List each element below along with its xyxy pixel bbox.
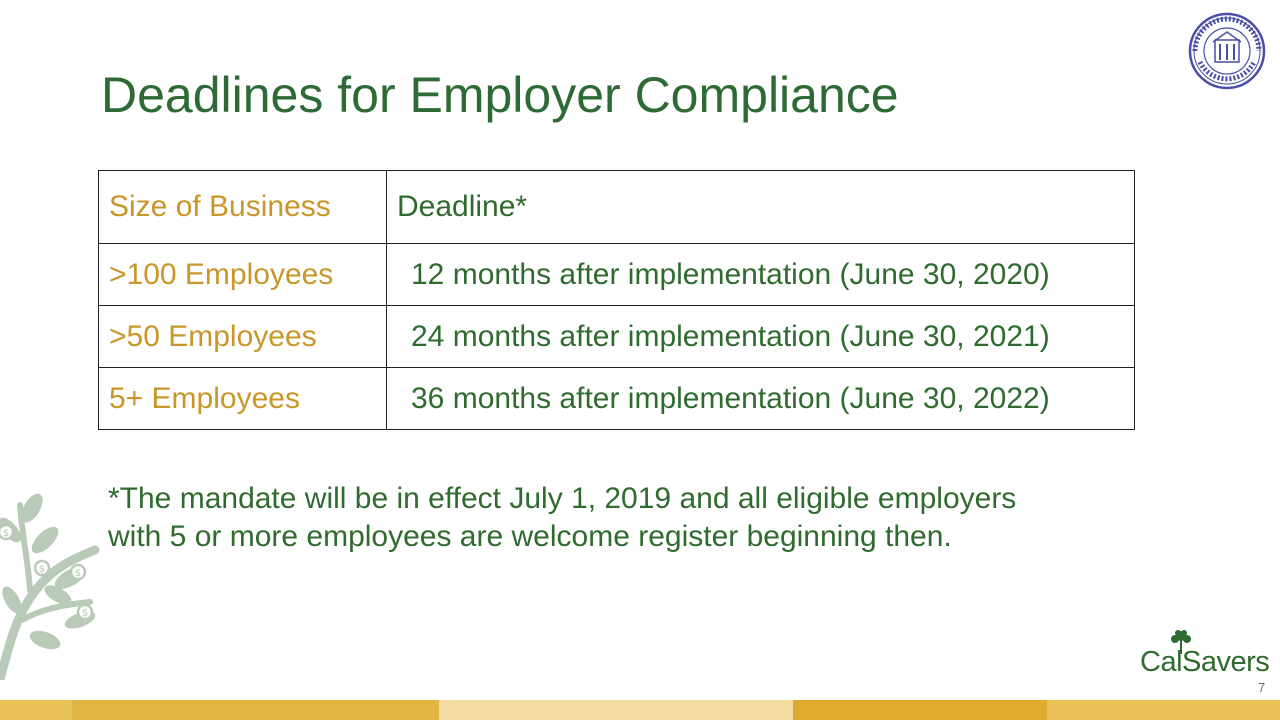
table-row <box>99 244 1135 306</box>
page-title: Deadlines for Employer Compliance <box>101 67 899 123</box>
table-row <box>99 368 1135 430</box>
deadline-cell: 36 months after implementation (June 30, 2022) <box>387 368 1135 430</box>
business-size-cell: 5+ Employees <box>99 368 387 430</box>
deadline-cell: 24 months after implementation (June 30, 2021) <box>387 306 1135 368</box>
calsavers-logo <box>1140 630 1270 680</box>
footnote-line: with 5 or more employees are welcome register beginning then. <box>108 520 952 553</box>
svg-text:$: $ <box>38 564 46 575</box>
footer-bar-segment <box>1047 700 1280 720</box>
business-size-cell: >50 Employees <box>99 306 387 368</box>
footer-bar-segment <box>439 700 793 720</box>
footer-color-bar <box>0 700 1280 720</box>
table-header-row <box>99 171 1135 244</box>
header-size-of-business: Size of Business <box>99 171 387 244</box>
business-size-cell: >100 Employees <box>99 244 387 306</box>
state-treasurer-seal-icon <box>1188 12 1266 90</box>
header-deadline: Deadline* <box>387 171 1135 244</box>
table-row <box>99 306 1135 368</box>
svg-text:$: $ <box>74 568 82 579</box>
money-tree-icon <box>0 490 110 680</box>
footer-bar-segment <box>793 700 1047 720</box>
footer-bar-segment <box>72 700 439 720</box>
calsavers-logo-text: CalSavers <box>1140 646 1270 678</box>
svg-text:$: $ <box>2 528 10 539</box>
deadline-cell: 12 months after implementation (June 30, 2020) <box>387 244 1135 306</box>
deadlines-table <box>98 170 1135 430</box>
footnote <box>108 480 1108 556</box>
page-number: 7 <box>1258 680 1266 695</box>
footer-bar-segment <box>0 700 72 720</box>
svg-text:$: $ <box>81 608 89 619</box>
footnote-line: *The mandate will be in effect July 1, 2019 and all eligible employers <box>108 482 1017 515</box>
